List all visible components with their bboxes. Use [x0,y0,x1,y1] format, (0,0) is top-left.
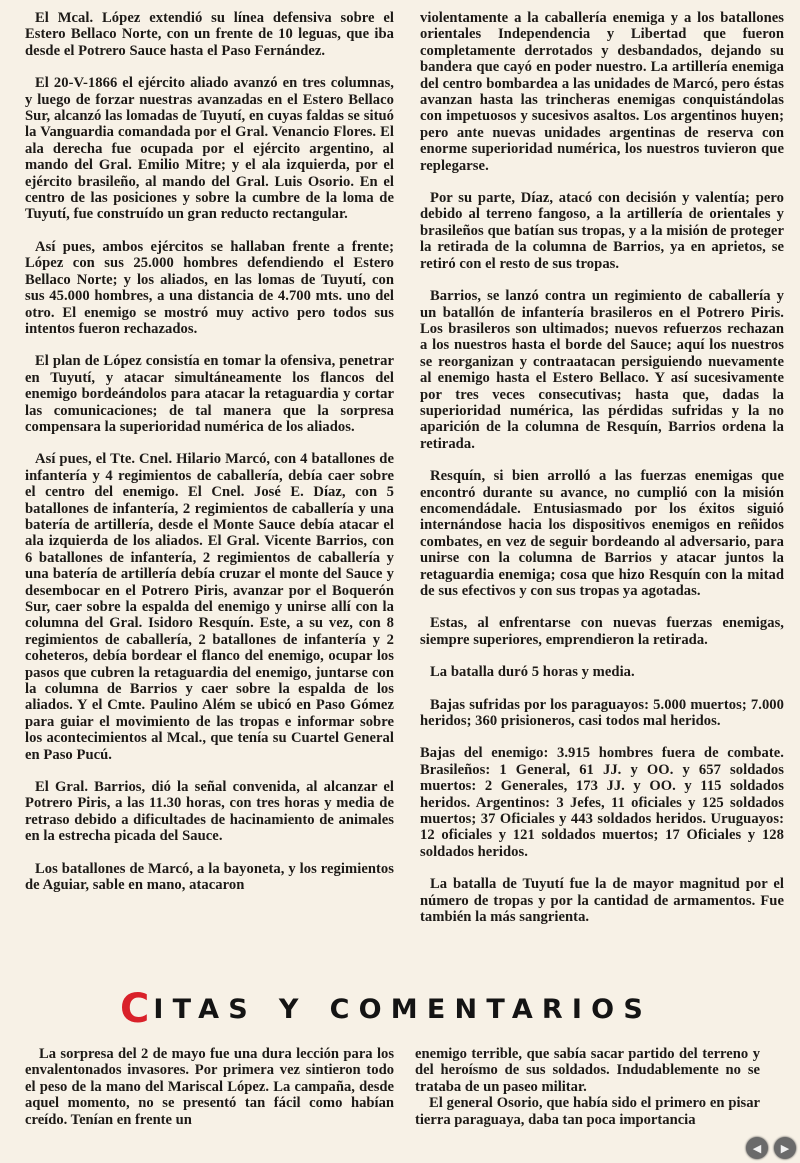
paragraph: Los batallones de Marcó, a la bayoneta, y los regimientos de Aguiar, sable en mano, atacaron [25,860,394,894]
right-column [420,10,784,942]
heading-rest [153,994,652,1025]
section-heading [120,985,680,1033]
paragraph: violentamente a la caballería enemiga y a los batallones orientales Independencia y Libertad que fueron completamente derrotados y desbandados, dejando su bandera que cayó en poder nuestro. La artillería enemiga del centro bombardea a las unidades de Marcó, pero éstas avanzan hasta las trincheras enemigas conquistándolas con impetuosos y sucesivos asaltos. Los argentinos huyen; pero ante nuevas unidades argentinas de reserva con enorme superioridad numérica, los nuestros tuvieron que replegarse. [420,10,784,174]
paragraph: El Gral. Barrios, dió la señal convenida, al alcanzar el Potrero Piris, a las 11.30 horas, con tres horas y media de retraso debido a dificultades de hacinamiento de animales en la estrecha picada del Sauce. [25,779,394,845]
back-arrow-icon[interactable]: ◀ [746,1137,768,1159]
bottom-left-column [25,1046,394,1128]
forward-arrow-icon[interactable]: ▶ [774,1137,796,1159]
page-navigation [746,1137,796,1159]
bottom-right-column [415,1046,760,1128]
heading-word: Y [278,993,308,1025]
paragraph: La batalla duró 5 horas y media. [430,664,635,681]
paragraph: Así pues, el Tte. Cnel. Hilario Marcó, con 4 batallones de infantería y 4 regimientos de caballería, debía caer sobre el centro del enemigo. El Cnel. José E. Díaz, con 5 batallones de infantería, 2 regimientos de caballería y una batería de artillería, desde el Monte Sauce debía atacar el ala izquierda de los aliados. El Gral. Vicente Barrios, con 6 batallones de infantería, 2 regimientos de caballería y una batería de artillería debía cruzar el monte del Sauce y desembocar en el Potrero Piris, avanzar por el Boquerón Sur, caer sobre la espalda del enemigo y unirse allí con la columna del Gral. Isidoro Resquín. Este, a su vez, con 8 regimientos de caballería, 2 batallones de infantería y 2 coheteros, debía bordear el flanco del enemigo, ocupar los pasos que cubren la retaguardia del enemigo, juntarse con la columna de Barrios y caer sobre la espalda de los aliados. Y el Cmte. Paulino Além se ubicó en Paso Gómez para guiar el movimiento de las tropas e informar sobre los acontecimientos al Mcal., que tenía su Cuartel General en Paso Pucú. [25,451,394,763]
paragraph: La sorpresa del 2 de mayo fue una dura lección para los envalentonados invasores. Por primera vez sintieron todo el peso de la mano del Mariscal López. La campaña, desde aquel momento, no se presentó tan fácil como habían creído. Tenían en frente un [25,1046,394,1128]
paragraph: enemigo terrible, que sabía sacar partido del terreno y del heroísmo de sus soldados. Indudablemente no se trataba de un paseo militar. [415,1046,760,1095]
paragraph: Así pues, ambos ejércitos se hallaban frente a frente; López con sus 25.000 hombres defendiendo el Estero Bellaco Norte; y los aliados, en las lomas de Tuyutí, con sus 45.000 hombres, a una distancia de 4.700 mts. uno del otro. El enemigo se mostró muy activo pero todos sus intentos fueron rechazados. [25,238,394,337]
paragraph: Bajas sufridas por los paraguayos: 5.000 muertos; 7.000 heridos; 360 prisioneros, casi todos mal heridos. [420,696,784,730]
heading-word: ITAS [153,993,257,1025]
paragraph: La batalla de Tuyutí fue la de mayor magnitud por el número de tropas y por la cantidad de armamentos. Fue también la más sangrienta. [420,876,784,926]
paragraph: El Mcal. López extendió su línea defensiva sobre el Estero Bellaco Norte, con un frente de 10 leguas, que iba desde el Potrero Sauce hasta el Paso Fernández. [25,10,394,59]
paragraph: Barrios, se lanzó contra un regimiento de caballería y un batallón de infantería brasileros en el Potrero Piris. Los brasileros son ultimados; nuevos refuerzos rechazan a los nuestros hasta el borde del Sauce; aquí los nuestros se reorganizan y contraatacan persiguiendo nuevamente al enemigo hasta el Estero Bellaco. Y así sucesivamente por tres veces consecutivas; hasta que, dadas la superioridad numérica, las pérdidas sufridas y la no aparición de la columna de Resquín, Barrios ordena la retirada. [420,288,784,452]
heading-initial: C [120,986,154,1032]
paragraph: Estas, al enfrentarse con nuevas fuerzas enemigas, siempre superiores, emprendieron la retirada. [420,615,784,648]
paragraph: El general Osorio, que había sido el primero en pisar tierra paraguaya, daba tan poca importancia [415,1095,760,1128]
paragraph: El 20-V-1866 el ejército aliado avanzó en tres columnas, y luego de forzar nuestras avanzadas en el Estero Bellaco Sur, alcanzó las lomadas de Tuyutí, en cuyas faldas se situó la Vanguardia comandada por el Gral. Venancio Flores. El ala derecha fue ocupada por el ejército argentino, al mando del Gral. Emilio Mitre; y el ala izquierda, por el ejército brasileño, al mando del Gral. Luis Osorio. En el centro de las posiciones y sobre la cumbre de la loma de Tuyutí, fue construído un gran reducto rectangular. [25,75,394,223]
left-column [25,10,394,910]
heading-word: COMENTARIOS [329,993,652,1025]
paragraph: Bajas del enemigo: 3.915 hombres fuera de combate. Brasileños: 1 General, 61 JJ. y OO. y 657 soldados muertos: 2 Generales, 173 JJ. y OO. y 115 soldados heridos. Argentinos: 3 Jefes, 11 oficiales y 125 soldados muertos; 37 Oficiales y 443 soldados heridos. Uruguayos: 12 oficiales y 121 soldados muertos; 17 Oficiales y 128 soldados heridos. [420,745,784,860]
paragraph: Resquín, si bien arrolló a las fuerzas enemigas que encontró durante su avance, no cumplió con la misión encomendádale. Entusiasmado por los éxitos siguió internándose hacia los dispositivos enemigos en reñidos combates, en vez de seguir bordeando al adversario, para unirse con la columna de Barrios y atacar juntos la retaguardia enemiga; cosa que hizo Resquín con la mitad de sus efectivos y con sus tropas ya agotadas. [420,468,784,599]
paragraph: Por su parte, Díaz, atacó con decisión y valentía; pero debido al terreno fangoso, a la artillería de orientales y brasileños que batían sus tropas, y a la misión de proteger la retirada de la columna de Barrios, ya en aprietos, se retiró con el resto de sus tropas. [420,190,784,272]
paragraph: El plan de López consistía en tomar la ofensiva, penetrar en Tuyutí, y atacar simultáneamente los flancos del enemigo bordeándolos para atacar la retaguardia y cortar las comunicaciones; de tal manera que la sorpresa compensara la superioridad numérica de los aliados. [25,353,394,435]
